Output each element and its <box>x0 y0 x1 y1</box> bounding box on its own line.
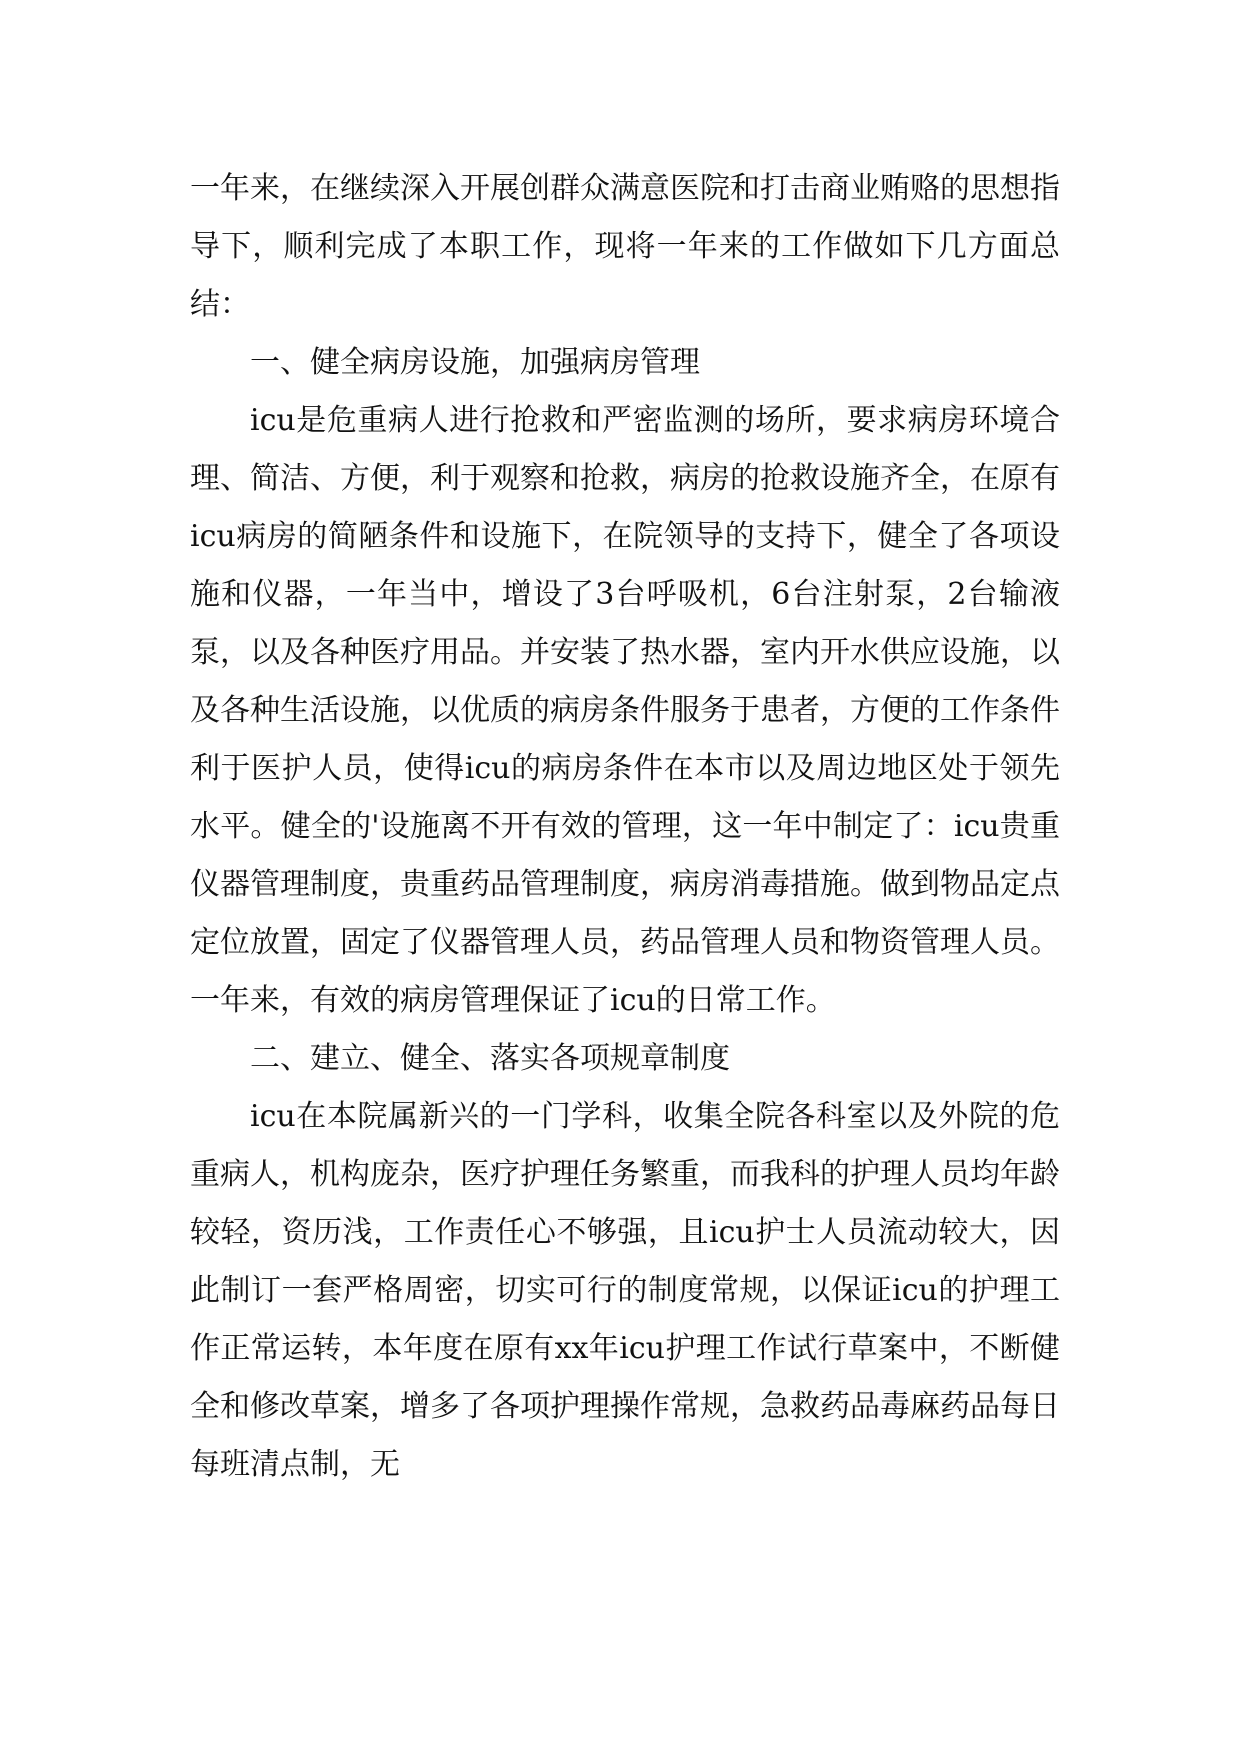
section-heading-1: 一、健全病房设施，加强病房管理 <box>250 345 700 380</box>
section-1-paragraph: icu是危重病人进行抢救和严密监测的场所，要求病房环境合理、简洁、方便，利于观察和抢救，病房的抢救设施齐全，在原有icu病房的简陋条件和设施下，在院领导的支持下，健全了各项设施和仪器，一年当中，增设了3台呼吸机，6台注射泵，2台输液泵，以及各种医疗用品。并安装了热水器，室内开水供应设施，以及各种生活设施，以优质的病房条件服务于患者，方便的工作条件利于医护人员，使得icu的病房条件在本市以及周边地区处于领先水平。健全的'设施离不开有效的管理，这一年中制定了：icu贵重仪器管理制度，贵重药品管理制度，病房消毒措施。做到物品定点定位放置，固定了仪器管理人员，药品管理人员和物资管理人员。一年来，有效的病房管理保证了icu的日常工作。 <box>190 403 1060 1018</box>
section-2-paragraph: icu在本院属新兴的一门学科，收集全院各科室以及外院的危重病人，机构庞杂，医疗护理任务繁重，而我科的护理人员均年龄较轻，资历浅，工作责任心不够强，且icu护士人员流动较大，因此制订一套严格周密，切实可行的制度常规，以保证icu的护理工作正常运转，本年度在原有xx年icu护理工作试行草案中，不断健全和修改草案，增多了各项护理操作常规，急救药品毒麻药品每日每班清点制，无 <box>190 1099 1060 1482</box>
section-heading-2: 二、建立、健全、落实各项规章制度 <box>250 1041 730 1076</box>
intro-paragraph: 一年来，在继续深入开展创群众满意医院和打击商业贿赂的思想指导下，顺利完成了本职工作，现将一年来的工作做如下几方面总结： <box>190 171 1060 322</box>
document-body <box>190 160 1060 1494</box>
